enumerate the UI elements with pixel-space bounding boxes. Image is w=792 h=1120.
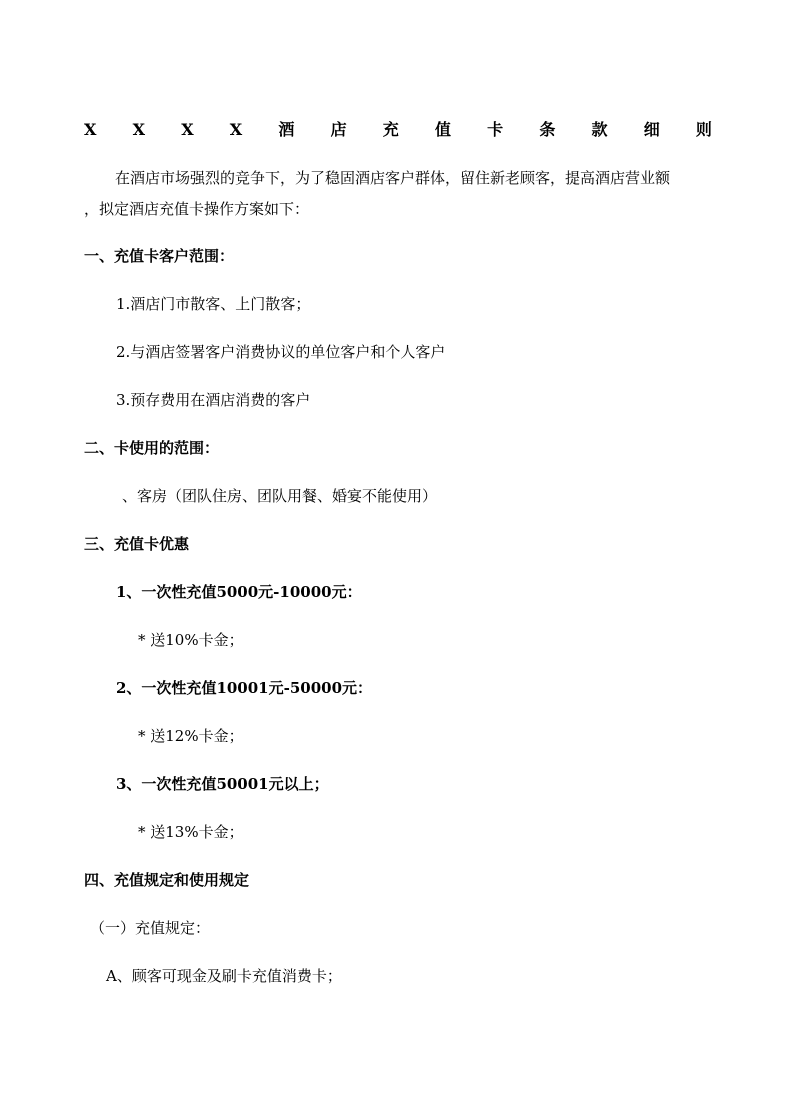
title-char: 店 [330, 120, 347, 139]
title-char: 条 [539, 120, 556, 139]
section-4-heading: 四、充值规定和使用规定 [84, 871, 250, 889]
title-char: 细 [643, 120, 660, 139]
title-char: X [84, 120, 97, 139]
title-char: 卡 [487, 120, 504, 139]
title-char: X [181, 120, 194, 139]
title-char: 值 [434, 120, 451, 139]
title-char: 则 [695, 120, 712, 139]
tier-3-bonus: * 送13%卡金； [138, 823, 244, 841]
section-3-heading: 三、充值卡优惠 [84, 535, 190, 553]
section-2-heading: 二、卡使用的范围： [84, 439, 220, 457]
section-1-item-1: 1.酒店门市散客、上门散客； [116, 295, 311, 313]
tier-1-label: 1、一次性充值5000元-10000元： [116, 583, 362, 601]
title-char: 酒 [278, 120, 295, 139]
tier-2-label: 2、一次性充值10001元-50000元： [116, 679, 373, 697]
tier-3-label: 3、一次性充值50001元以上； [116, 775, 329, 793]
document-title [84, 120, 712, 140]
section-1-item-2: 2.与酒店签署客户消费协议的单位客户和个人客户 [116, 343, 446, 361]
section-1-heading: 一、充值卡客户范围： [84, 247, 235, 265]
tier-2-bonus: * 送12%卡金； [138, 727, 244, 745]
section-1-item-3: 3.预存费用在酒店消费的客户 [116, 391, 311, 409]
title-char: 款 [591, 120, 608, 139]
tier-1-bonus: * 送10%卡金； [138, 631, 244, 649]
section-4-item-a: A、顾客可现金及刷卡充值消费卡； [106, 967, 342, 985]
section-4-sub-heading: （一）充值规定： [90, 919, 211, 937]
intro-paragraph-line-1: 在酒店市场强烈的竞争下，为了稳固酒店客户群体，留住新老顾客，提高酒店营业额 [115, 169, 671, 187]
title-char: 充 [382, 120, 399, 139]
intro-paragraph-line-2: ，拟定酒店充值卡操作方案如下： [84, 200, 310, 218]
title-char: X [132, 120, 146, 139]
title-char: X [229, 120, 243, 139]
section-2-item: 、客房（团队住房、团队用餐、婚宴不能使用） [122, 487, 438, 505]
